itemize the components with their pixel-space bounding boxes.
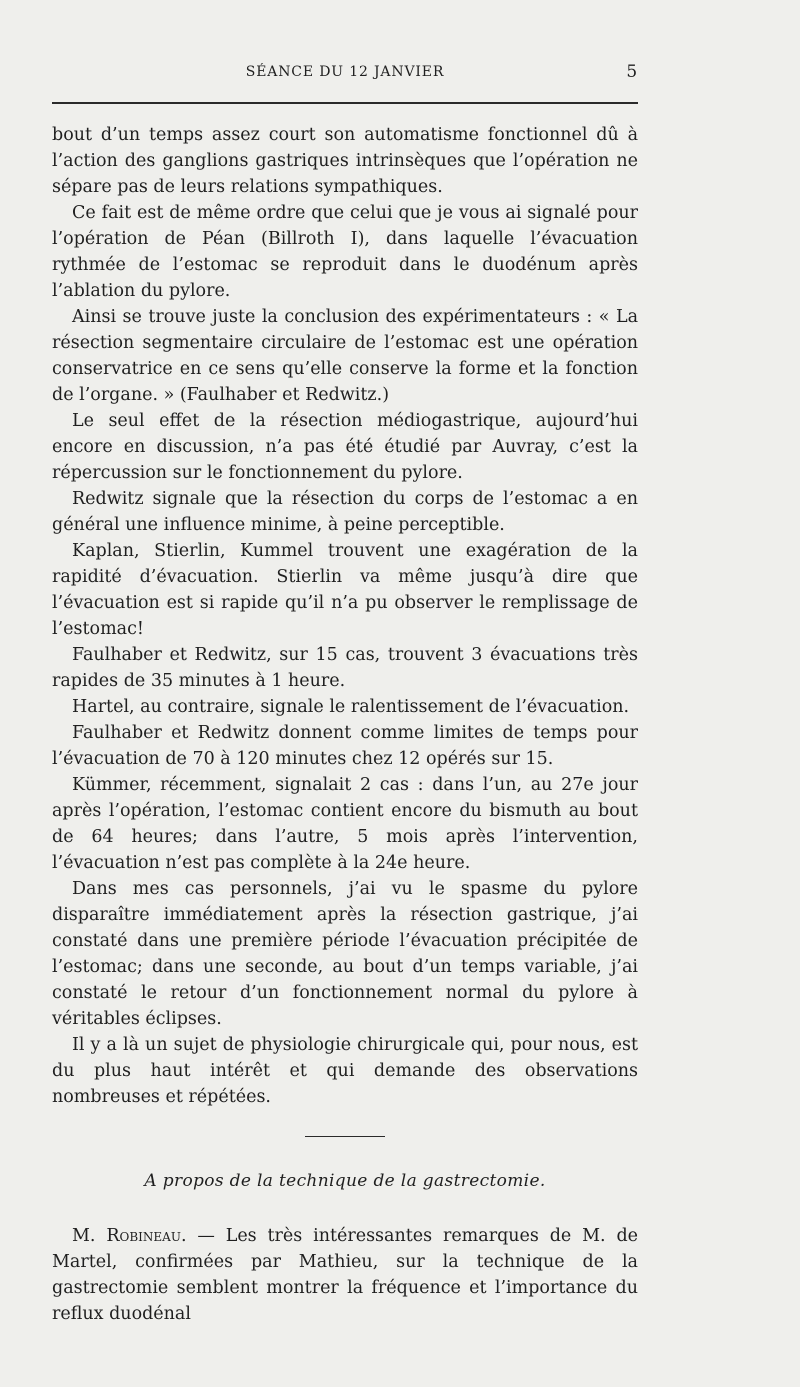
paragraph: bout d’un temps assez court son automatisme fonctionnel dû à l’action des ganglions gastriques intrinsèques que l’opération ne sépare pas de leurs relations sympathiques.	[52, 125, 638, 197]
paragraph: Dans mes cas personnels, j’ai vu le spasme du pylore disparaître immédiatement après la résection gastrique, j’ai constaté dans une première période l’évacuation précipitée de l’estomac; dans une seconde, au bout d’un temps variable, j’ai constaté le retour d’un fonctionnement normal du pylore à véritables éclipses.	[52, 879, 638, 1029]
paragraph: Kümmer, récemment, signalait 2 cas : dans l’un, au 27e jour après l’opération, l’estomac contient encore du bismuth au bout de 64 heures; dans l’autre, 5 mois après l’intervention, l’évacuation n’est pas complète à la 24e heure.	[52, 775, 638, 873]
speaker-name: M. Robineau.	[72, 1226, 187, 1246]
discussion	[52, 1223, 638, 1327]
paragraph: Redwitz signale que la résection du corps de l’estomac a en général une influence minime, à peine perceptible.	[52, 489, 638, 535]
section-title: A propos de la technique de la gastrectomie.	[144, 1171, 546, 1191]
body-text	[52, 122, 638, 1110]
section-separator	[305, 1136, 385, 1137]
paragraph: Faulhaber et Redwitz donnent comme limites de temps pour l’évacuation de 70 à 120 minutes chez 12 opérés sur 15.	[52, 723, 638, 769]
running-title: SÉANCE DU 12 JANVIER	[245, 64, 445, 80]
paragraph: Kaplan, Stierlin, Kummel trouvent une exagération de la rapidité d’évacuation. Stierlin va même jusqu’à dire que l’évacuation est si rapide qu’il n’a pu observer le remplissage de l’estomac!	[52, 541, 638, 639]
paragraph: Hartel, au contraire, signale le ralentissement de l’évacuation.	[72, 697, 630, 717]
paragraph: Ainsi se trouve juste la conclusion des expérimentateurs : « La résection segmentaire circulaire de l’estomac est une opération conservatrice en ce sens qu’elle conserve la forme et la fonction de l’organe. » (Faulhaber et Redwitz.)	[52, 307, 638, 405]
paragraph: Faulhaber et Redwitz, sur 15 cas, trouvent 3 évacuations très rapides de 35 minutes à 1 heure.	[52, 645, 638, 691]
discussion-paragraph	[52, 1223, 638, 1327]
running-head	[52, 54, 638, 88]
page-number: 5	[626, 62, 638, 82]
paragraph: Ce fait est de même ordre que celui que je vous ai signalé pour l’opération de Péan (Billroth I), dans laquelle l’évacuation rythmée de l’estomac se reproduit dans le duodénum après l’ablation du pylore.	[52, 203, 638, 301]
page	[52, 54, 638, 1327]
paragraph: Le seul effet de la résection médiogastrique, aujourd’hui encore en discussion, n’a pas été étudié par Auvray, c’est la répercussion sur le fonctionnement du pylore.	[52, 411, 638, 483]
paragraph: Il y a là un sujet de physiologie chirurgicale qui, pour nous, est du plus haut intérêt et qui demande des observations nombreuses et répétées.	[52, 1035, 638, 1107]
discussion-text: — Les très intéressantes remarques de M. de Martel, confirmées par Mathieu, sur la technique de la gastrectomie semblent montrer la fréquence et l’importance du reflux duodénal	[52, 1226, 639, 1324]
header-rule	[52, 102, 638, 104]
